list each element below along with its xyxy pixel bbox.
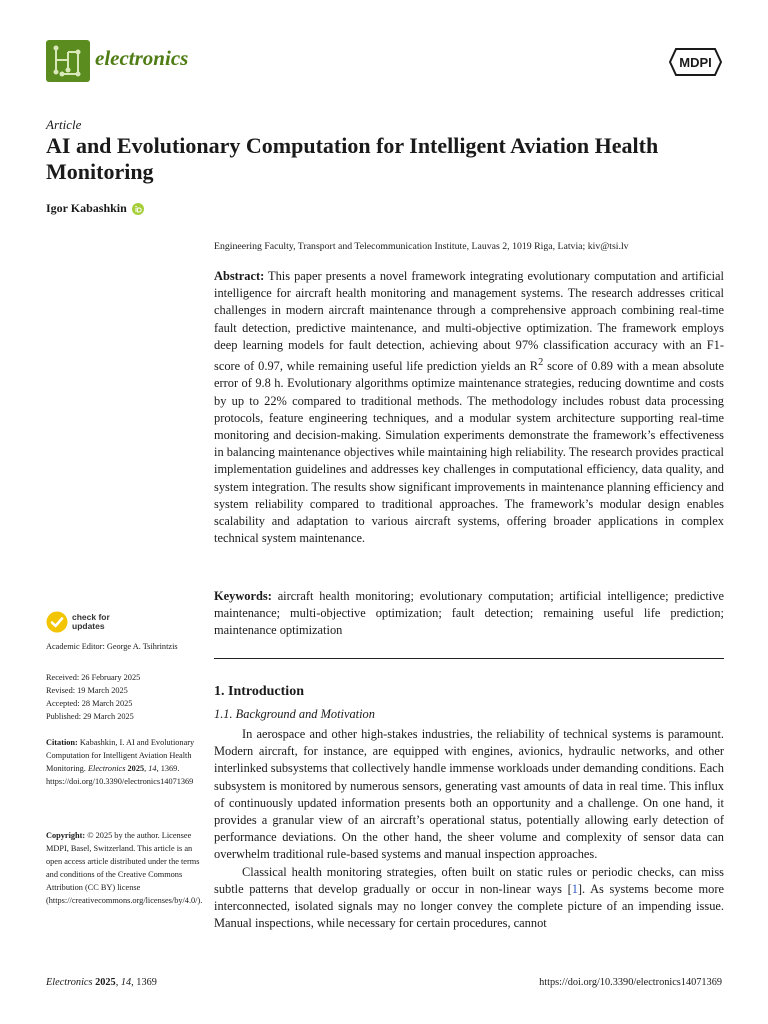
abstract-superscript: 2 <box>538 357 544 369</box>
citation-doi[interactable]: , 1369. https://doi.org/10.3390/electronics14071369 <box>46 763 194 786</box>
accepted-date: Accepted: 28 March 2025 <box>46 698 133 708</box>
citation-block: Citation: Kabashkin, I. AI and Evolutionary Computation for Intelligent Aviation Health Monitoring. Electronics 2025, 14, 1369. https://doi.org/10.3390/electronics14071369 <box>46 738 195 786</box>
check-updates-line2: updates <box>72 621 105 631</box>
academic-editor: Academic Editor: George A. Tsihrintzis <box>46 642 178 651</box>
section-divider <box>214 658 724 659</box>
citation-volume: 14 <box>148 763 157 773</box>
abstract-text-1: This paper presents a novel framework integrating evolutionary computation and artificial intelligence for aircraft health monitoring and management systems. The research addresses critical challenges in modern aircraft maintenance through a comprehensive approach combining real-time fault detection, predictive maintenance, and multi-objective optimization. The framework employs deep learning models for fault detection, achieving about 97% classification accuracy with an F1-score of 0.97, while remaining useful life prediction yields an R <box>214 269 724 374</box>
copyright-block <box>46 830 206 907</box>
received-date: Received: 26 February 2025 <box>46 673 141 682</box>
article-title: AI and Evolutionary Computation for Intelligent Aviation Health Monitoring <box>46 133 659 184</box>
citation-year: 2025 <box>127 763 145 773</box>
body-text <box>214 726 724 932</box>
journal-logo-icon <box>46 40 90 82</box>
author-name[interactable]: Igor Kabashkin <box>46 201 127 215</box>
keywords <box>214 588 724 640</box>
check-updates-icon <box>46 611 68 633</box>
paragraph-2-text-2: ]. As systems become more interconnected, isolated signals may no longer convey the complete picture of an impending issue. Manual inspections, while necessary for certain procedures, cannot <box>214 881 724 931</box>
published-date: Published: 29 March 2025 <box>46 711 134 721</box>
citation-journal: Electronics <box>87 763 126 773</box>
article-type: Article <box>46 117 82 132</box>
footer-article-number: , 1369 <box>131 977 157 988</box>
citation-text: Kabashkin, I. AI and Evolutionary Computation for Intelligent Aviation Health Monitoring. <box>46 738 195 773</box>
paragraph-2-text-1: Classical health monitoring strategies, often built on static rules or periodic checks, can miss subtle patterns that develop gradually or occur in non-linear ways [ <box>214 864 724 896</box>
orcid-icon[interactable] <box>132 203 144 215</box>
abstract <box>214 268 724 547</box>
keywords-label: Keywords: <box>214 589 272 603</box>
abstract-label: Abstract: <box>214 269 265 283</box>
check-updates-line1: check for <box>72 612 110 622</box>
abstract-text-2: score of 0.89 with a mean absolute error of 9.8 h. Evolutionary algorithms optimize maintenance strategies, reducing downtime and costs by up to 22% compared to traditional methods. The methodology includes robust data processing protocols, feature engineering techniques, and a modular system architecture supporting real-time monitoring and decision-making. Simulation experiments demonstrate the framework’s effectiveness in balancing maintenance objectives while maintaining high reliability. The research provides practical implementation guidelines and addresses key challenges in computational efficiency, data quality, and system integration. The results show significant improvements in maintenance planning efficiency and system reliability compared to traditional approaches. The framework’s modular design enables scalability and adaptation to various aircraft systems, offering broader applications in complex technical system maintenance. <box>214 359 724 546</box>
footer-journal: Electronics <box>46 977 93 988</box>
publication-dates <box>46 672 206 724</box>
section-heading: 1. Introduction <box>214 684 304 699</box>
footer-citation: Electronics 2025, 14, 1369 <box>46 977 157 988</box>
citation-label: Citation: <box>46 738 78 747</box>
mdpi-logo-icon[interactable] <box>668 47 723 77</box>
footer-doi[interactable]: https://doi.org/10.3390/electronics14071369 <box>539 977 722 988</box>
copyright-label: Copyright: <box>46 831 86 840</box>
check-for-updates-badge[interactable] <box>46 611 110 633</box>
paragraph-1: In aerospace and other high-stakes industries, the reliability of technical systems is paramount. Modern aircraft, for instance, are equipped with engines, avionics, hydraulic networks, and other interlinked subsystems that collectively handle immense workloads under demanding conditions. Each subsystem is monitored by numerous sensors, generating vast amounts of data in real time. This influx of continuously updated information presents both an opportunity and a challenge. On one hand, it provides a granular view of an aircraft’s operational status, potentially allowing early detection of performance deviations. On the other hand, the sheer volume and complexity of sensor data can overwhelm traditional rule-based systems and manual inspection approaches. <box>214 727 724 862</box>
mdpi-logo-text: MDPI <box>679 55 712 70</box>
affiliation: Engineering Faculty, Transport and Telecommunication Institute, Lauvas 2, 1019 Riga, Latvia; kiv@tsi.lv <box>214 241 629 252</box>
keywords-text: aircraft health monitoring; evolutionary computation; artificial intelligence; predictive maintenance; multi-objective optimization; fault detection; remaining useful life prediction; maintenance optimization <box>214 589 724 638</box>
paragraph-2 <box>214 864 724 933</box>
subsection-heading: 1.1. Background and Motivation <box>214 707 375 721</box>
journal-name[interactable]: electronics <box>95 46 189 70</box>
reference-link[interactable]: 1 <box>571 881 578 896</box>
footer-volume: 14 <box>120 977 132 988</box>
author-line <box>46 201 144 216</box>
footer-year: 2025 <box>95 977 116 988</box>
copyright-text: © 2025 by the author. Licensee MDPI, Basel, Switzerland. This article is an open access article distributed under the terms and conditions of the Creative Commons Attribution (CC BY) license (https://creativecommons.org/licenses/by/4.0/). <box>46 831 203 905</box>
revised-date: Revised: 19 March 2025 <box>46 685 128 695</box>
